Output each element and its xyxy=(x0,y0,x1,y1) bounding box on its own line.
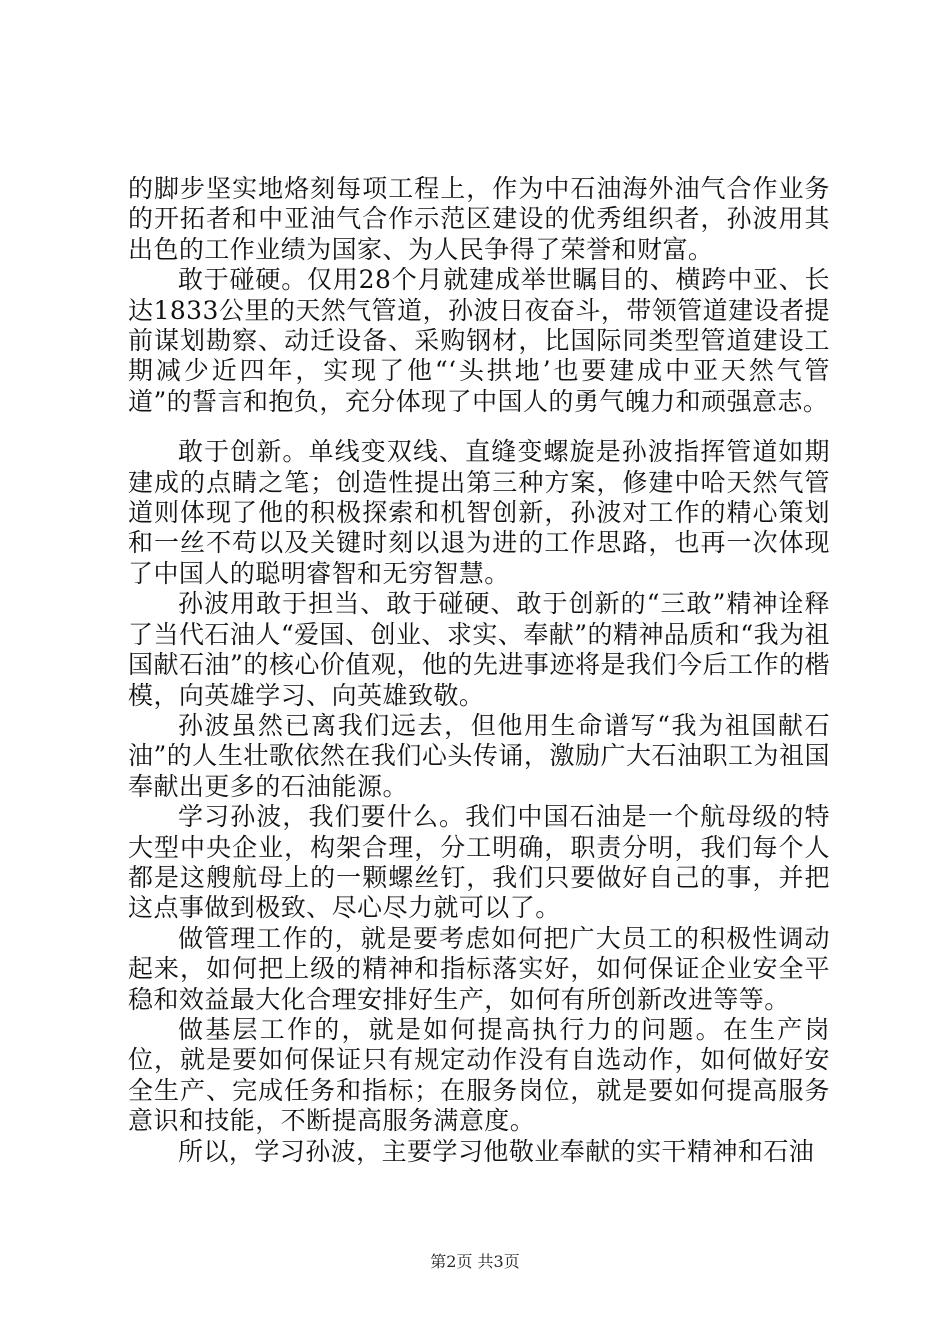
paragraph-three-dares: 孙波用敢于担当、敢于碰硬、敢于创新的“三敢”精神诠释了当代石油人“爱国、创业、求实、奉献”的精神品质和“我为祖国献石油”的核心价值观，他的先进事迹将是我们今后工作的楷模，向英雄学习、向英雄致敬。 xyxy=(128,589,830,710)
paragraph-continuation: 的脚步坚实地烙刻每项工程上，作为中石油海外油气合作业务的开拓者和中亚油气合作示范区建设的优秀组织者，孙波用其出色的工作业绩为国家、为人民争得了荣誉和财富。 xyxy=(128,174,830,264)
paragraph-what-to-learn: 学习孙波，我们要什么。我们中国石油是一个航母级的特大型中央企业，构架合理，分工明确，职责分明，我们每个人都是这艘航母上的一颗螺丝钉，我们只要做好自己的事，并把这点事做到极致、尽心尽力就可以了。 xyxy=(128,802,830,923)
paragraph-daring-tough: 敢于碰硬。仅用28个月就建成举世瞩目的、横跨中亚、长达1833公里的天然气管道，孙波日夜奋斗，带领管道建设者提前谋划勘察、动迁设备、采购钢材，比国际同类型管道建设工期减少近四年，实现了他“‘头拱地’也要建成中亚天然气管道”的誓言和抱负，充分体现了中国人的勇气魄力和顽强意志。 xyxy=(128,265,830,416)
paragraph-management: 做管理工作的，就是要考虑如何把广大员工的积极性调动起来，如何把上级的精神和指标落实好，如何保证企业安全平稳和效益最大化合理安排好生产，如何有所创新改进等等。 xyxy=(128,923,830,1014)
document-body xyxy=(128,174,830,1167)
page-number-footer: 第2页 共3页 xyxy=(430,1252,520,1271)
paragraph-conclusion: 所以，学习孙波，主要学习他敬业奉献的实干精神和石油 xyxy=(178,1136,815,1166)
paragraph-legacy: 孙波虽然已离我们远去，但他用生命谱写“我为祖国献石油”的人生壮歌依然在我们心头传诵，激励广大石油职工为祖国奉献出更多的石油能源。 xyxy=(128,710,830,801)
paragraph-gap xyxy=(128,417,830,437)
paragraph-grassroots: 做基层工作的，就是如何提高执行力的问题。在生产岗位，就是要如何保证只有规定动作没有自选动作，如何做好安全生产、完成任务和指标；在服务岗位，就是要如何提高服务意识和技能，不断提高服务满意度。 xyxy=(128,1014,830,1136)
paragraph-daring-innovate: 敢于创新。单线变双线、直缝变螺旋是孙波指挥管道如期建成的点睛之笔；创造性提出第三种方案，修建中哈天然气管道则体现了他的积极探索和机智创新，孙波对工作的精心策划和一丝不苟以及关键时刻以退为进的工作思路，也再一次体现了中国人的聪明睿智和无穷智慧。 xyxy=(128,437,830,588)
